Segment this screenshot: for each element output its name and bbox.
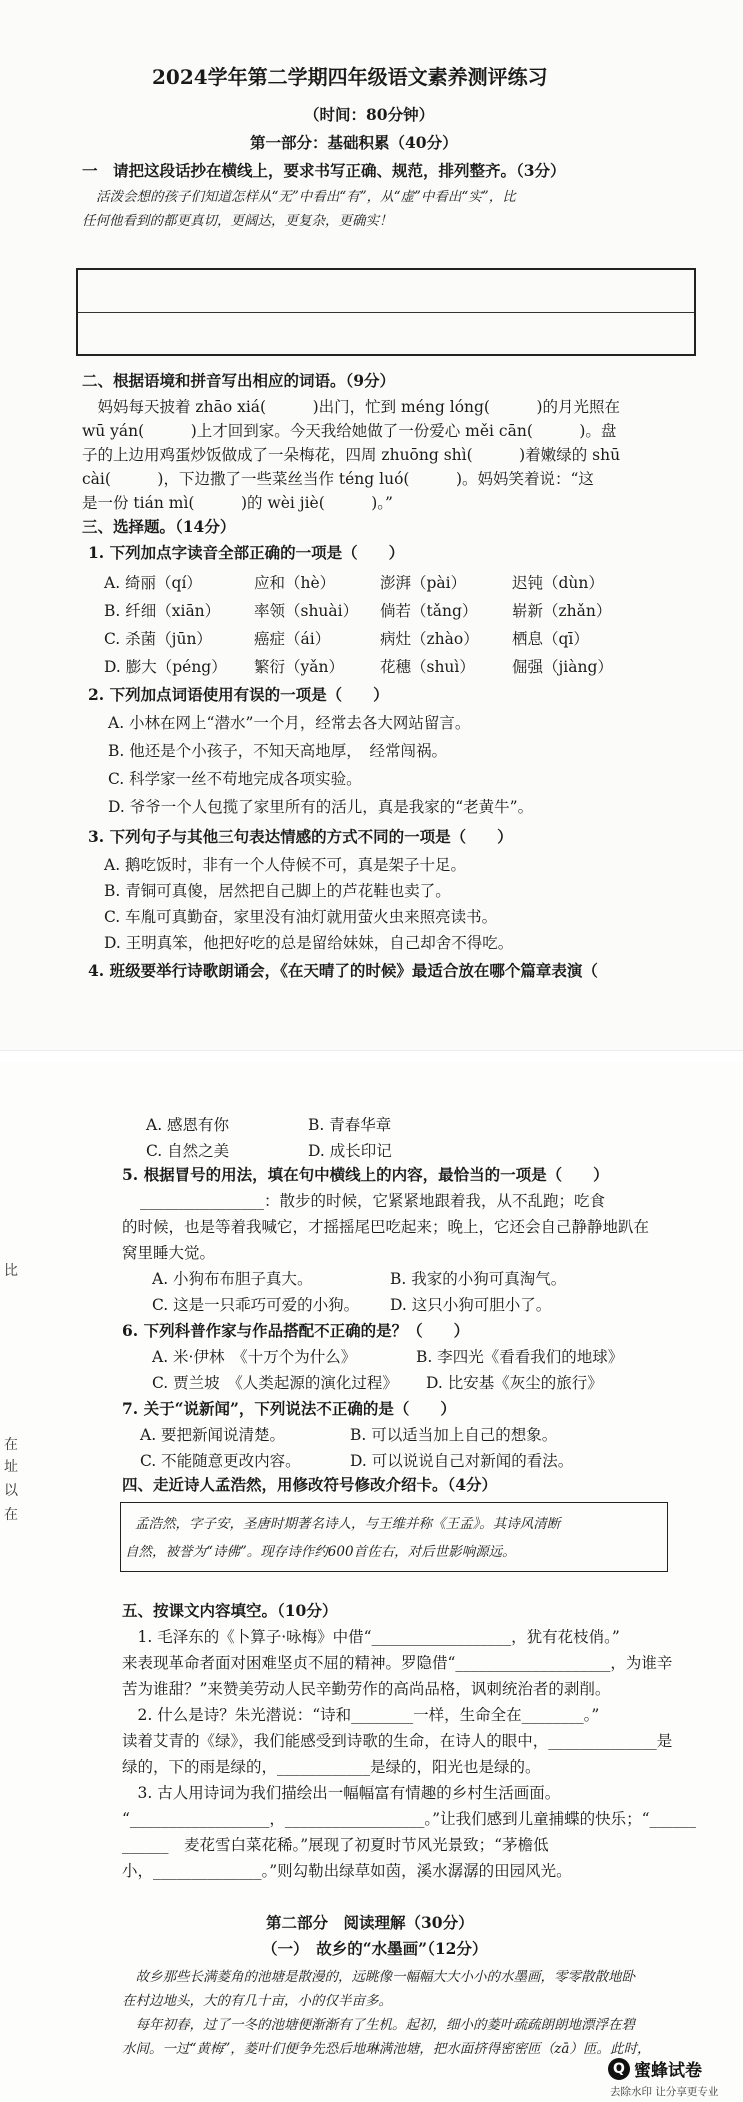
q3-7-option-a: A. 要把新闻说清楚。 (140, 1426, 286, 1444)
q3-2-heading: 2. 下列加点词语使用有误的一项是（ ） (88, 685, 389, 704)
reading-para-2-line-1: 每年初春，过了一冬的池塘便渐渐有了生机。起初，细小的菱叶疏疏朗朗地漂浮在碧 (122, 2017, 635, 2033)
q3-4-heading: 4. 班级要举行诗歌朗诵会，《在天晴了的时候》最适合放在哪个篇章表演（ (88, 961, 598, 980)
q3-1-d-word-1: D. 膨大（péng） (104, 658, 227, 676)
left-edge-mark-5: 在 (4, 1507, 18, 1523)
q3-3-option-a: A. 鹅吃饭时，非有一个人侍候不可，真是架子十足。 (104, 856, 467, 874)
q1-heading: 一 请把这段话抄在横线上，要求书写正确、规范，排列整齐。（3分） (82, 161, 566, 180)
q3-1-a-word-3: 澎湃（pài） (380, 574, 467, 592)
part1-heading: 第一部分：基础积累（40分） (250, 133, 458, 152)
q3-6-option-d: D. 比安基《灰尘的旅行》 (426, 1374, 603, 1392)
q5-heading: 五、按课文内容填空。（10分） (122, 1601, 338, 1620)
q3-1-c-word-2: 癌症（ái） (254, 630, 331, 648)
left-edge-mark-2: 在 (4, 1437, 18, 1453)
q3-1-b-word-4: 崭新（zhǎn） (512, 602, 612, 620)
q5-line-8: “__________________，__________________。”让我们感到儿童捕蝶的快乐；“______ (122, 1810, 697, 1828)
q5-line-3: 苦为谁甜？”来赞美劳动人民辛勤劳作的高尚品格，讽刺统治者的剥削。 (122, 1680, 611, 1698)
q2-line-2: wū yán( )上才回到家。今天我给她做了一份爱心 měi cān( )。盘 (82, 422, 617, 440)
reading-para-2-line-2: 水间。一过“黄梅”，菱叶们便争先恐后地琳满池塘，把水面挤得密密匝（zā）匝。此时， (122, 2041, 651, 2057)
q3-3-option-d: D. 王明真笨，他把好吃的总是留给妹妹，自己却舍不得吃。 (104, 934, 514, 952)
q3-1-d-word-4: 倔强（jiàng） (512, 658, 613, 676)
q3-4-option-b: B. 青春华章 (308, 1116, 392, 1134)
watermark-q-icon: Q (608, 2058, 630, 2080)
q5-line-9: ______ 麦花雪白菜花稀。”展现了初夏时节风光景致；“茅檐低 (122, 1836, 549, 1854)
q3-1-b-word-2: 率领（shuài） (254, 602, 359, 620)
q3-1-c-word-3: 病灶（zhào） (380, 630, 479, 648)
q1-passage-line-1: 活泼会想的孩子们知道怎样从“无”中看出“有”，从“虚”中看出“实”，比 (96, 189, 516, 205)
q3-5-line-2: 的时候，也是等着我喊它，才摇摇尾巴吃起来；晚上，它还会自己静静地趴在 (122, 1218, 650, 1236)
part2-heading: 第二部分 阅读理解（30分） (266, 1913, 474, 1932)
q3-6-option-a: A. 米·伊林 《十万个为什么》 (152, 1348, 357, 1366)
q3-6-heading: 6. 下列科普作家与作品搭配不正确的是？（ ） (122, 1321, 470, 1340)
q3-2-option-c: C. 科学家一丝不苟地完成各项实验。 (108, 770, 362, 788)
q3-5-line-3: 窝里睡大觉。 (122, 1244, 216, 1262)
q5-line-1: 1. 毛泽东的《卜算子·咏梅》中借“__________________，犹有花枝俏。” (122, 1628, 620, 1646)
q3-1-a-word-4: 迟钝（dùn） (512, 574, 604, 592)
q3-6-option-b: B. 李四光《看看我们的地球》 (416, 1348, 624, 1366)
watermark[interactable] (608, 2054, 738, 2100)
q3-1-heading: 1. 下列加点字读音全部正确的一项是（ ） (88, 543, 405, 562)
q3-1-a-word-1: A. 绮丽（qí） (104, 574, 202, 592)
page-separator (0, 1050, 743, 1062)
q4-heading: 四、走近诗人孟浩然，用修改符号修改介绍卡。（4分） (122, 1475, 498, 1494)
q2-line-3: 子的上边用鸡蛋炒饭做成了一朵梅花，四周 zhuōng shì( )着嫩绿的 shū (82, 446, 621, 464)
q3-1-a-word-2: 应和（hè） (254, 574, 336, 592)
q3-heading: 三、选择题。（14分） (82, 517, 236, 536)
q3-5-option-c: C. 这是一只乖巧可爱的小狗。 (152, 1296, 360, 1314)
exam-title: 2024学年第二学期四年级语文素养测评练习 (152, 65, 548, 89)
q3-3-option-c: C. 车胤可真勤奋，家里没有油灯就用萤火虫来照亮读书。 (104, 908, 498, 926)
reading-1-heading: （一） 故乡的“水墨画”（12分） (262, 1939, 488, 1958)
exam-page-1 (0, 0, 743, 1050)
left-edge-mark-3: 址 (4, 1459, 18, 1475)
q2-line-5: 是一份 tián mì( )的 wèi jiè( )。” (82, 494, 393, 512)
q3-7-heading: 7. 关于“说新闻”，下列说法不正确的是（ ） (122, 1399, 456, 1418)
q3-5-option-d: D. 这只小狗可胆小了。 (390, 1296, 552, 1314)
q3-7-option-b: B. 可以适当加上自己的想象。 (350, 1426, 558, 1444)
q3-1-d-word-2: 繁衍（yǎn） (254, 658, 344, 676)
q1-passage-line-2: 任何他看到的都更真切，更阔达，更复杂，更确实！ (82, 213, 393, 229)
exam-time: （时间：80分钟） (304, 105, 435, 124)
poet-intro-line-2: 自然，被誉为“诗佛”。现存诗作约600首佐右，对后世影响源远。 (125, 1544, 516, 1560)
q3-6-option-c: C. 贾兰坡 《人类起源的演化过程》 (152, 1374, 398, 1392)
q3-2-option-b: B. 他还是个小孩子，不知天高地厚， 经常闯祸。 (108, 742, 447, 760)
q3-1-b-word-3: 倘若（tǎng） (380, 602, 478, 620)
q3-5-option-b: B. 我家的小狗可真淘气。 (390, 1270, 567, 1288)
q5-line-6: 绿的，下的雨是绿的，____________是绿的，阳光也是绿的。 (122, 1758, 541, 1776)
left-edge-mark-1: 比 (4, 1263, 18, 1279)
copy-writing-box[interactable] (76, 268, 696, 356)
q3-2-option-d: D. 爷爷一个人包揽了家里所有的活儿，真是我家的“老黄牛”。 (108, 798, 534, 816)
q3-5-heading: 5. 根据冒号的用法，填在句中横线上的内容，最恰当的一项是（ ） (122, 1165, 609, 1184)
q3-5-option-a: A. 小狗布布胆子真大。 (152, 1270, 313, 1288)
q3-1-d-word-3: 花穗（shuì） (380, 658, 475, 676)
q3-1-c-word-4: 栖息（qī） (512, 630, 589, 648)
q5-line-7: 3. 古人用诗词为我们描绘出一幅幅富有情趣的乡村生活画面。 (122, 1784, 561, 1802)
watermark-name: 蜜蜂试卷 (634, 2061, 702, 2081)
q5-line-10: 小，______________。”则勾勒出绿草如茵，溪水潺潺的田园风光。 (122, 1862, 572, 1880)
q3-7-option-d: D. 可以说说自己对新闻的看法。 (350, 1452, 574, 1470)
poet-intro-card[interactable] (120, 1502, 668, 1572)
q3-3-heading: 3. 下列句子与其他三句表达情感的方式不同的一项是（ ） (88, 827, 513, 846)
left-edge-mark-4: 以 (4, 1483, 18, 1499)
reading-para-1-line-1: 故乡那些长满菱角的池塘是散漫的，远眺像一幅幅大大小小的水墨画，零零散散地卧 (122, 1969, 635, 1985)
q3-4-option-c: C. 自然之美 (146, 1142, 230, 1160)
q3-2-option-a: A. 小林在网上“潜水”一个月，经常去各大网站留言。 (108, 714, 471, 732)
q2-line-4: cài( )，下边撒了一些菜丝当作 téng luó( )。妈妈笑着说：“这 (82, 470, 594, 488)
reading-para-1-line-2: 在村边地头，大的有几十亩，小的仅半亩多。 (122, 1993, 392, 2009)
watermark-remove-link[interactable]: 去除水印 让分享更专业 (610, 2086, 719, 2098)
q3-5-line-1: ________________：散步的时候，它紧紧地跟着我，从不乱跑；吃食 (140, 1192, 606, 1210)
q3-1-b-word-1: B. 纤细（xiān） (104, 602, 221, 620)
q3-3-option-b: B. 青铜可真傻，居然把自己脚上的芦花鞋也卖了。 (104, 882, 451, 900)
poet-intro-line-1: 孟浩然，字子安，圣唐时期著名诗人，与王维并称《王孟》。其诗风清断 (135, 1516, 561, 1532)
q3-4-option-d: D. 成长印记 (308, 1142, 392, 1160)
q2-heading: 二、根据语境和拼音写出相应的词语。（9分） (82, 371, 396, 390)
q3-4-option-a: A. 感恩有你 (146, 1116, 230, 1134)
q2-line-1: 妈妈每天披着 zhāo xiá( )出门，忙到 méng lóng( )的月光照在 (82, 398, 621, 416)
q5-line-4: 2. 什么是诗？朱光潜说：“诗和________一样，生命全在________。” (122, 1706, 600, 1724)
q5-line-2: 来表现革命者面对困难坚贞不屈的精神。罗隐借“____________________，为谁辛 (122, 1654, 673, 1672)
q3-1-c-word-1: C. 杀菌（jūn） (104, 630, 212, 648)
q5-line-5: 读着艾青的《绿》，我们能感受到诗歌的生命，在诗人的眼中，______________是 (122, 1732, 673, 1750)
copy-writing-line (78, 312, 694, 313)
q3-7-option-c: C. 不能随意更改内容。 (140, 1452, 301, 1470)
